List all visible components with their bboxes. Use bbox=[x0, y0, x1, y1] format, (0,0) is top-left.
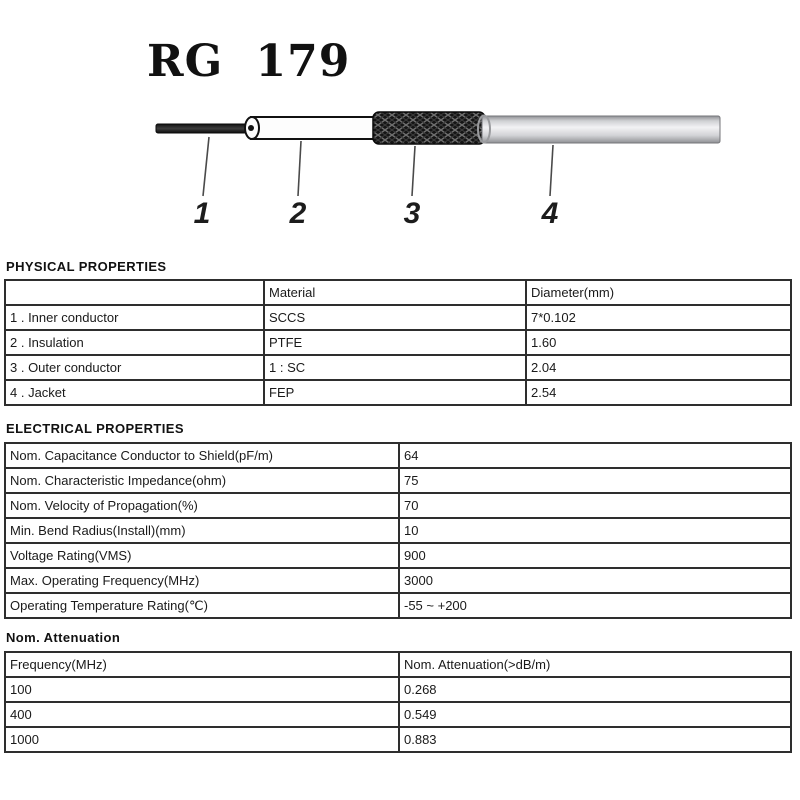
leader-line-4 bbox=[550, 145, 553, 196]
table-cell: Max. Operating Frequency(MHz) bbox=[5, 568, 399, 593]
table-cell: 7*0.102 bbox=[526, 305, 791, 330]
table-row bbox=[5, 568, 791, 593]
table-cell: Voltage Rating(VMS) bbox=[5, 543, 399, 568]
leader-line-1 bbox=[203, 137, 209, 196]
table-cell: 3000 bbox=[399, 568, 791, 593]
insulation-graphic bbox=[251, 117, 374, 139]
table-cell: 0.883 bbox=[399, 727, 791, 752]
table-cell: 2 . Insulation bbox=[5, 330, 264, 355]
table-cell: 70 bbox=[399, 493, 791, 518]
outer-conductor-braid-graphic bbox=[373, 112, 485, 144]
table-row bbox=[5, 593, 791, 618]
table-cell: Nom. Capacitance Conductor to Shield(pF/m) bbox=[5, 443, 399, 468]
table-cell: Nom. Characteristic Impedance(ohm) bbox=[5, 468, 399, 493]
table-row bbox=[5, 355, 791, 380]
table-row bbox=[5, 380, 791, 405]
table-cell: 4 . Jacket bbox=[5, 380, 264, 405]
table-cell: -55 ~ +200 bbox=[399, 593, 791, 618]
part-label-3: 3 bbox=[403, 197, 421, 230]
table-cell: 1 . Inner conductor bbox=[5, 305, 264, 330]
column-header bbox=[5, 280, 264, 305]
column-header-diameter: Diameter(mm) bbox=[526, 280, 791, 305]
table-header-row bbox=[5, 652, 791, 677]
table-cell: 2.54 bbox=[526, 380, 791, 405]
table-cell: 1 : SC bbox=[264, 355, 526, 380]
table-cell: Nom. Velocity of Propagation(%) bbox=[5, 493, 399, 518]
part-label-1: 1 bbox=[193, 197, 211, 230]
table-row bbox=[5, 468, 791, 493]
table-cell: 400 bbox=[5, 702, 399, 727]
table-row bbox=[5, 727, 791, 752]
attenuation-heading: Nom. Attenuation bbox=[6, 630, 121, 645]
table-cell: 1000 bbox=[5, 727, 399, 752]
table-cell: Operating Temperature Rating(℃) bbox=[5, 593, 399, 618]
part-label-4: 4 bbox=[541, 197, 559, 230]
electrical-properties-heading: ELECTRICAL PROPERTIES bbox=[6, 421, 184, 436]
table-cell: 900 bbox=[399, 543, 791, 568]
column-header-material: Material bbox=[264, 280, 526, 305]
table-header-row bbox=[5, 280, 791, 305]
table-cell: PTFE bbox=[264, 330, 526, 355]
jacket-graphic bbox=[482, 116, 720, 143]
inner-conductor-graphic bbox=[156, 124, 254, 133]
table-row bbox=[5, 702, 791, 727]
column-header-frequency: Frequency(MHz) bbox=[5, 652, 399, 677]
table-row bbox=[5, 493, 791, 518]
table-cell: 0.268 bbox=[399, 677, 791, 702]
table-cell: 1.60 bbox=[526, 330, 791, 355]
table-row bbox=[5, 330, 791, 355]
table-cell: SCCS bbox=[264, 305, 526, 330]
table-row bbox=[5, 305, 791, 330]
table-cell: 64 bbox=[399, 443, 791, 468]
physical-properties-heading: PHYSICAL PROPERTIES bbox=[6, 259, 167, 274]
table-cell: 100 bbox=[5, 677, 399, 702]
conductor-cross-section bbox=[248, 125, 254, 131]
table-cell: 3 . Outer conductor bbox=[5, 355, 264, 380]
table-cell: 10 bbox=[399, 518, 791, 543]
column-header-attenuation: Nom. Attenuation(>dB/m) bbox=[399, 652, 791, 677]
table-row bbox=[5, 518, 791, 543]
attenuation-table bbox=[4, 651, 792, 753]
table-row bbox=[5, 543, 791, 568]
electrical-properties-table bbox=[4, 442, 792, 619]
table-row bbox=[5, 677, 791, 702]
table-cell: 2.04 bbox=[526, 355, 791, 380]
part-label-2: 2 bbox=[289, 197, 307, 230]
physical-properties-table bbox=[4, 279, 792, 406]
leader-line-3 bbox=[412, 146, 415, 196]
table-cell: FEP bbox=[264, 380, 526, 405]
leader-line-2 bbox=[298, 141, 301, 196]
table-cell: 0.549 bbox=[399, 702, 791, 727]
table-row bbox=[5, 443, 791, 468]
table-cell: 75 bbox=[399, 468, 791, 493]
table-cell: Min. Bend Radius(Install)(mm) bbox=[5, 518, 399, 543]
page-title: RG 179 bbox=[147, 36, 351, 87]
